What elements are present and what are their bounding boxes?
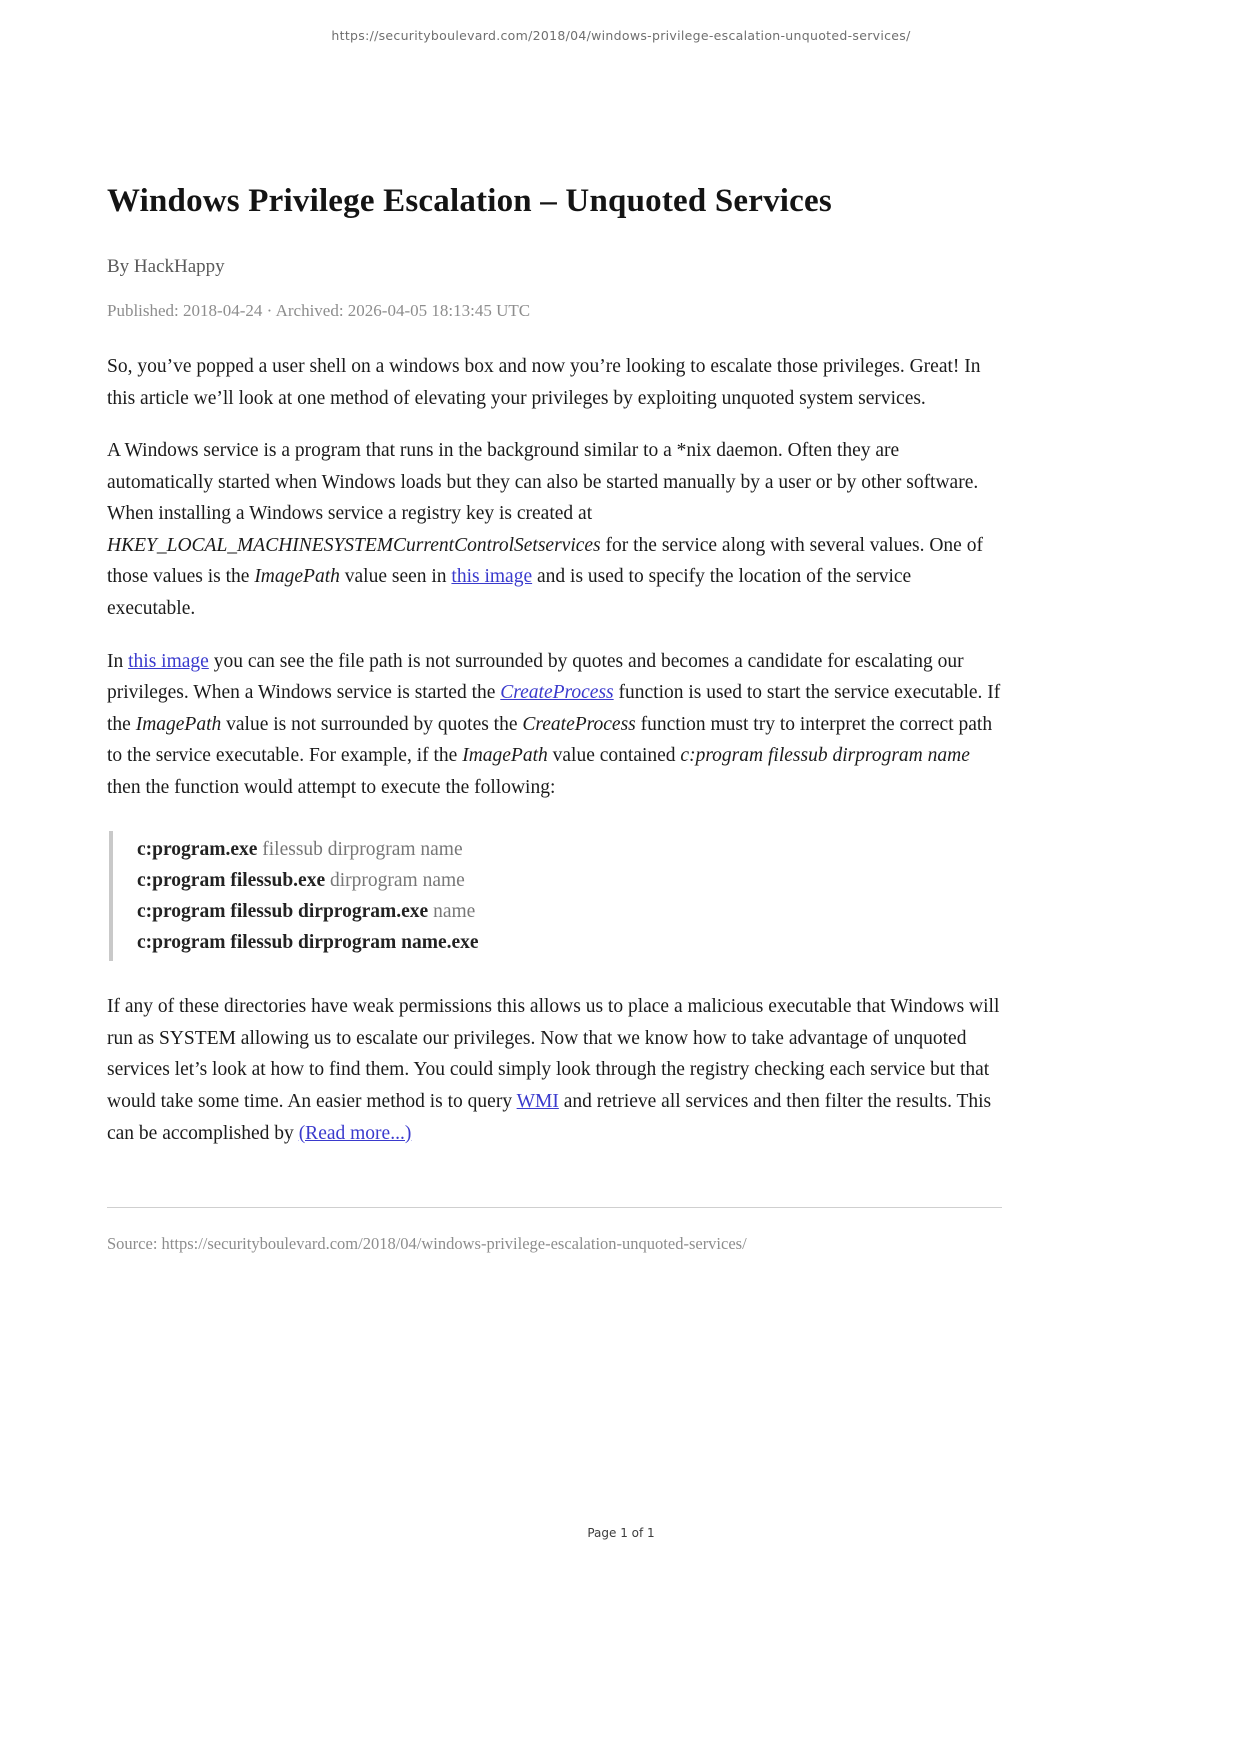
code-line-1 (137, 834, 1002, 865)
print-header-url: https://securityboulevard.com/2018/04/windows-privilege-escalation-unquoted-services/ (331, 28, 911, 43)
byline: By HackHappy (107, 256, 225, 277)
text-segment: dirprogram name (325, 869, 465, 891)
divider (107, 1207, 1002, 1208)
text-segment: ImagePath (135, 713, 222, 735)
article-title: Windows Privilege Escalation – Unquoted Services (107, 183, 832, 219)
createprocess-link[interactable]: CreateProcess (500, 682, 614, 704)
source-line: Source: https://securityboulevard.com/2018/04/windows-privilege-escalation-unquoted-services/ (107, 1234, 747, 1254)
text-segment: c:program filessub.exe (137, 869, 326, 891)
code-line-4 (137, 927, 1002, 958)
read-more-link[interactable]: (Read more...) (298, 1122, 412, 1144)
text-segment: c:program filessub dirprogram name (680, 745, 970, 767)
text-segment: value seen in (339, 566, 452, 588)
text-segment: c:program filessub dirprogram name.exe (137, 932, 479, 954)
text-segment: then the function would attempt to execute the following: (107, 776, 556, 798)
text-segment: c:program filessub dirprogram.exe (137, 900, 429, 922)
text-segment: value contained (547, 745, 681, 767)
text-segment: you can see the file path is not surrounded by quotes and becomes a candidate for escalating our privileges. When a Windows service is started the (107, 650, 964, 704)
article-paragraph-1 (107, 351, 1002, 414)
text-segment: In (107, 650, 129, 672)
text-segment: A Windows service is a program that runs in the background similar to a *nix daemon. Often they are automatically started when Windows loads but they can also be started manually by a user or by other software. When installing a Windows service a registry key is created at (107, 440, 979, 525)
text-segment: So, you’ve popped a user shell on a windows box and now you’re looking to escalate those privileges. Great! In this article we’ll look at one method of elevating your privileges by exploiting unquoted system services. (107, 356, 981, 409)
text-segment: function must try to interpret the correct path to the service executable. For example, if the (107, 713, 993, 767)
text-segment: ImagePath (254, 566, 340, 588)
text-segment: If any of these directories have weak permissions this allows us to place a malicious executable that Windows will run as SYSTEM allowing us to escalate our privileges. Now that we know how to take advantage of unquoted services let’s look at how to find them. You could simply look through the registry checking each service but that would take some time. An easier method is to query (107, 996, 1000, 1112)
article-content (107, 0, 1002, 1254)
text-segment: HKEY_LOCAL_MACHINESYSTEMCurrentControlSetservices (107, 534, 601, 556)
code-blockquote (109, 831, 1002, 962)
text-segment: function is used to start the service executable. If the (107, 682, 1001, 735)
this-image-link-2[interactable]: this image (128, 650, 209, 672)
text-segment: and is used to specify the location of the service executable. (107, 566, 912, 620)
published-archived-line: Published: 2018-04-24 · Archived: 2026-04-05 18:13:45 UTC (107, 301, 531, 320)
code-line-2 (137, 865, 1002, 896)
page-number-footer: Page 1 of 1 (587, 1526, 655, 1540)
text-segment: filessub dirprogram name (257, 838, 463, 860)
article-paragraph-4 (107, 991, 1002, 1149)
article-paragraph-2 (107, 435, 1002, 624)
text-segment: and retrieve all services and then filter the results. This can be accomplished by (107, 1091, 992, 1144)
this-image-link-1[interactable]: this image (451, 566, 533, 588)
wmi-link[interactable]: WMI (516, 1091, 559, 1112)
article-paragraph-3 (107, 646, 1002, 804)
text-segment: CreateProcess (522, 713, 636, 735)
text-segment: value is not surrounded by quotes the (221, 713, 523, 735)
text-segment: ImagePath (462, 745, 548, 767)
text-segment: for the service along with several values. One of those values is the (107, 534, 983, 588)
text-segment: name (428, 900, 476, 922)
text-segment: c:program.exe (137, 838, 258, 860)
code-line-3 (137, 896, 1002, 927)
